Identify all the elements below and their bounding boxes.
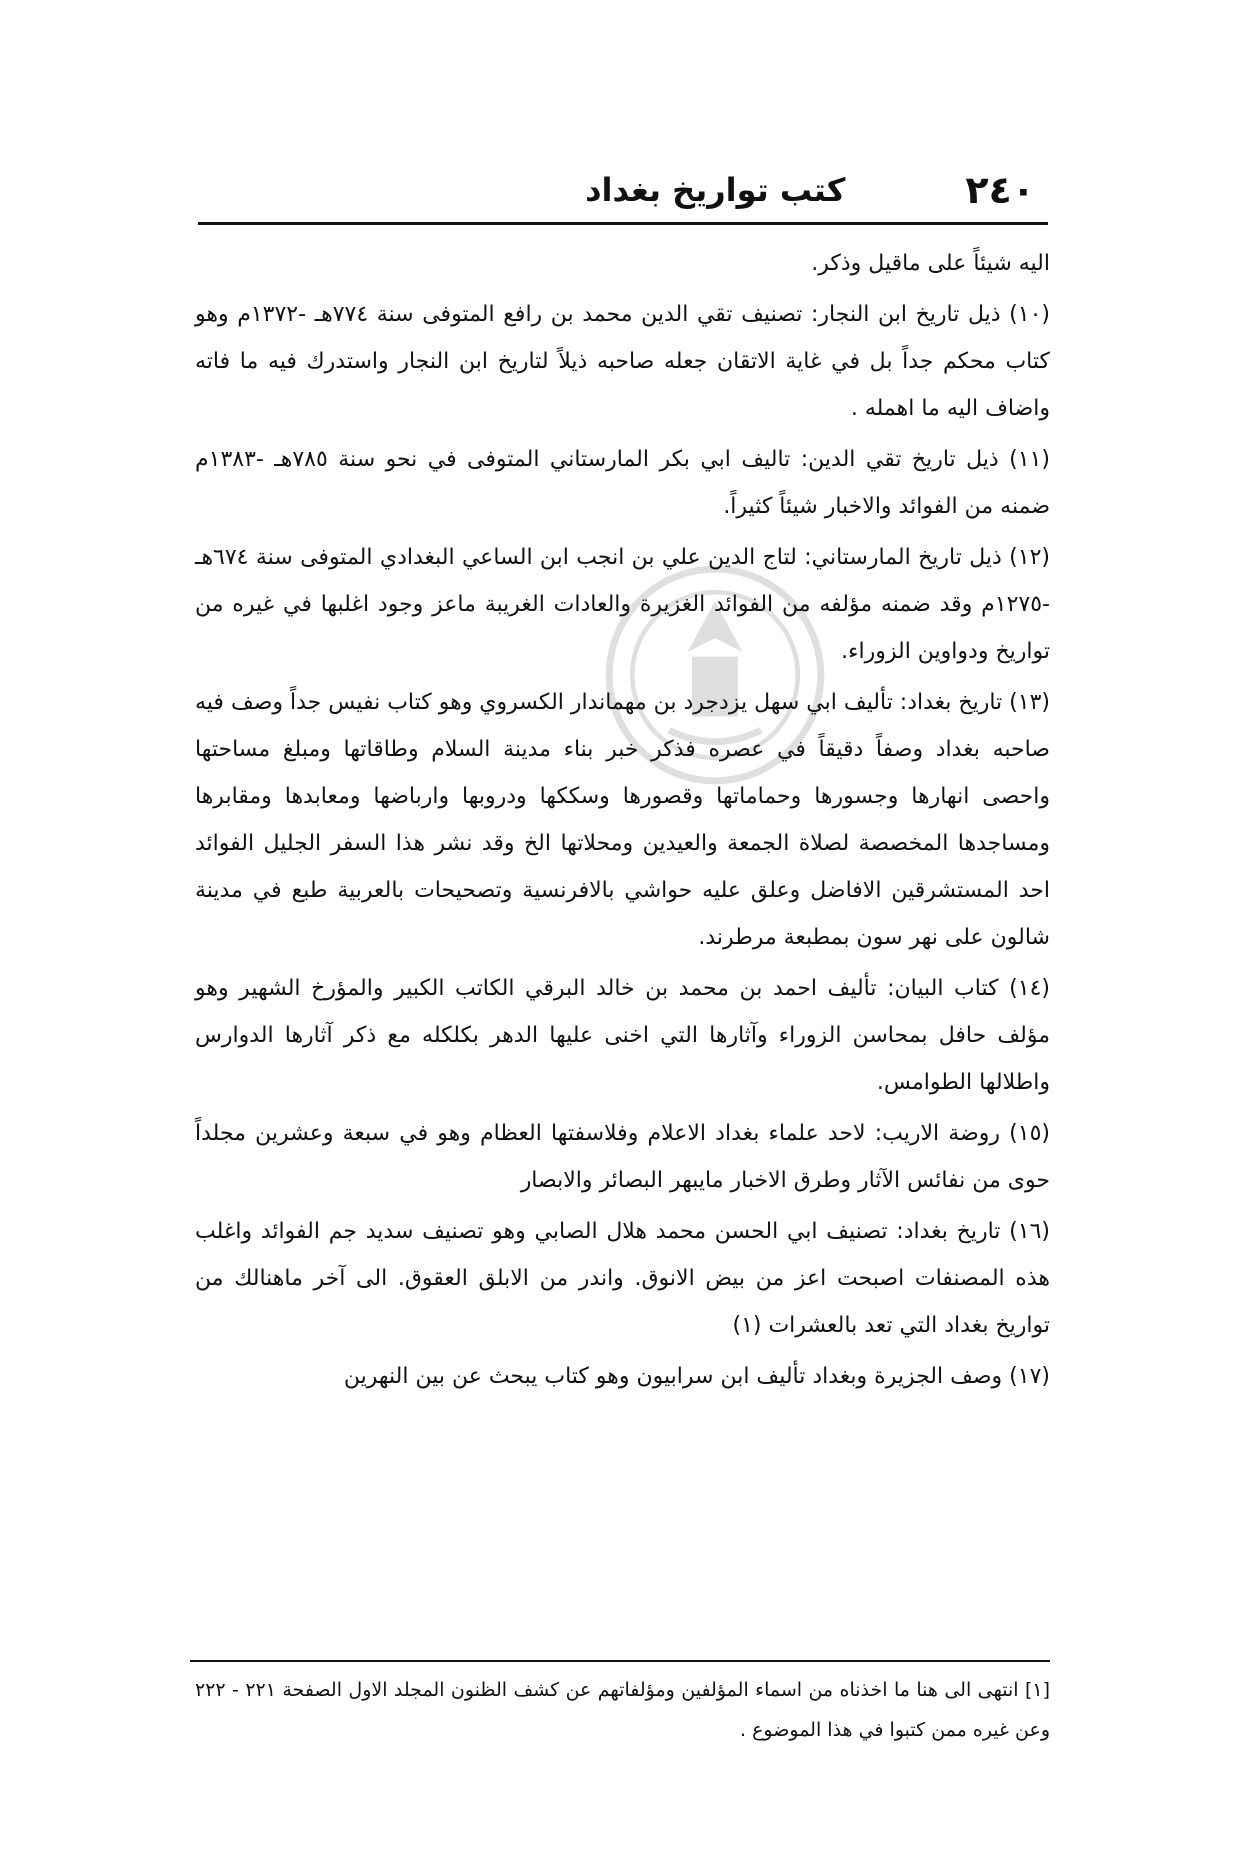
paragraph-item-14: (١٤) كتاب البيان: تأليف احمد بن محمد بن خالد البرقي الكاتب الكبير والمؤرخ الشهير وهو مؤلف حافل بمحاسن الزوراء وآثارها التي اخنى عليها الدهر بكلكله مع ذكر آثارها الدوارس واطلالها الطوامس.: [195, 976, 1050, 1095]
paragraph-item-13: (١٣) تاريخ بغداد: تأليف ابي سهل يزدجرد بن مهماندار الكسروي وهو كتاب نفيس جداً وصف فيه صاحبه بغداد وصفاً دقيقاً في عصره فذكر خبر بناء مدينة السلام وطاقاتها ومبلغ مساحتها واحصى انهارها وجسورها وحماماتها وقصورها وسككها ودروبها وارباضها ومعابدها ومقابرها ومساجدها المخصصة لصلاة الجمعة والعيدين ومحلاتها الخ وقد نشر هذا السفر الجليل الفوائد احد المستشرقين الافاضل وعلق عليه حواشي بالافرنسية وتصحيحات بالعربية طبع في مدينة شالون على نهر سون بمطبعة مرطرند.: [195, 690, 1050, 950]
footnote: [195, 1670, 1050, 1750]
paragraph-item-10: (١٠) ذيل تاريخ ابن النجار: تصنيف تقي الدين محمد بن رافع المتوفى سنة ٧٧٤هـ -١٣٧٢م وهو كتاب محكم جداً بل في غاية الاتقان جعله صاحبه ذيلاً لتاريخ ابن النجار واستدرك فيه ما فاته واضاف اليه ما اهمله .: [195, 302, 1050, 421]
paragraph-item-15: (١٥) روضة الاريب: لاحد علماء بغداد الاعلام وفلاسفتها العظام وهو في سبعة وعشرين مجلداً حوى من نفائس الآثار وطرق الاخبار مايبهر البصائر والابصار: [195, 1121, 1050, 1193]
paragraph-continuation: اليه شيئاً على ماقيل وذكر.: [811, 251, 1050, 276]
header-rule: [198, 222, 1048, 225]
paragraph-item-17: (١٧) وصف الجزيرة وبغداد تأليف ابن سرابيون وهو كتاب يبحث عن بين النهرين: [343, 1364, 1050, 1389]
paragraph-item-12: (١٢) ذيل تاريخ المارستاني: لتاج الدين علي بن انجب ابن الساعي البغدادي المتوفى سنة ٦٧٤هـ -١٢٧٥م وقد ضمنه مؤلفه من الفوائد الغزيرة والعادات الغريبة ماعز وجود اغلبها في غيره من تواريخ ودواوين الزوراء.: [195, 545, 1050, 664]
paragraph-item-11: (١١) ذيل تاريخ تقي الدين: تاليف ابي بكر المارستاني المتوفى في نحو سنة ٧٨٥هـ -١٣٨٣م ضمنه من الفوائد والاخبار شيئاً كثيراً.: [195, 447, 1050, 519]
running-title: كتب تواريخ بغداد: [585, 171, 846, 209]
main-text: [195, 240, 1050, 1404]
paragraph-item-16: (١٦) تاريخ بغداد: تصنيف ابي الحسن محمد هلال الصابي وهو تصنيف سديد جم الفوائد واغلب هذه المصنفات اصبحت اعز من بيض الانوق. واندر من الابلق العقوق. الى آخر ماهنالك من تواريخ بغداد التي تعد بالعشرات (١): [195, 1219, 1050, 1338]
footnote-rule: [190, 1660, 1050, 1662]
page-number: ٢٤٠: [965, 168, 1035, 212]
page-header: [205, 150, 1045, 220]
footnote-text: [١] انتهى الى هنا ما اخذناه من اسماء المؤلفين ومؤلفاتهم عن كشف الظنون المجلد الاول الصفحة ٢٢١ - ٢٢٢ وعن غيره ممن كتبوا في هذا الموضوع .: [195, 1679, 1051, 1741]
